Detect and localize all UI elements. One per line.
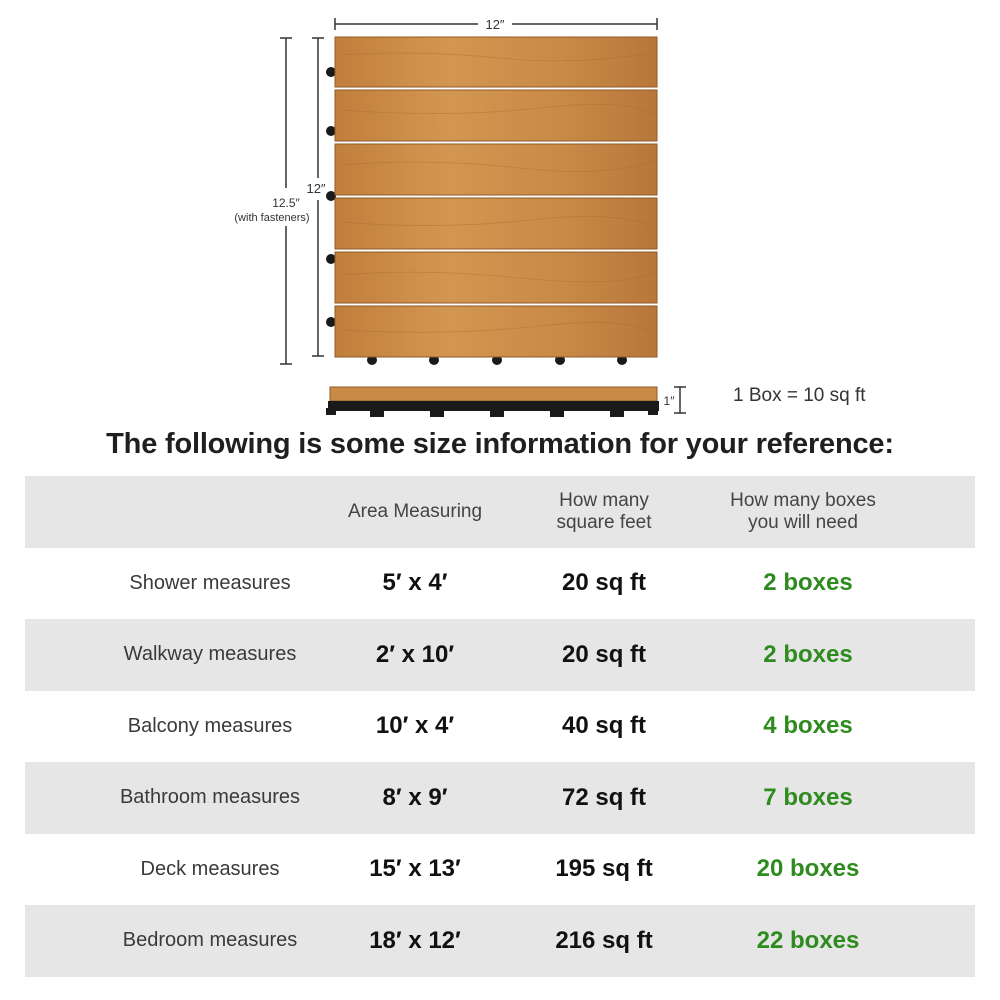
header-boxes-line1: How many boxes (730, 489, 876, 511)
size-table (25, 476, 975, 977)
row-sqft: 40 sq ft (561, 712, 647, 740)
table-row (25, 762, 975, 834)
thickness-dimension (664, 387, 686, 413)
row-sqft: 195 sq ft (555, 855, 653, 883)
thickness-label: 1″ (663, 394, 675, 408)
tile-diagram (0, 0, 1000, 425)
height-dimension (306, 38, 325, 356)
header-area: Area Measuring (347, 500, 483, 522)
table-row (25, 834, 975, 906)
row-area: 5′ x 4′ (382, 569, 448, 597)
row-boxes: 22 boxes (756, 926, 860, 954)
row-boxes: 2 boxes (763, 569, 853, 597)
row-sqft: 20 sq ft (561, 640, 647, 668)
row-boxes: 7 boxes (763, 783, 853, 811)
row-boxes: 2 boxes (763, 640, 853, 668)
height-with-fasteners-dimension (234, 38, 309, 364)
row-sqft: 72 sq ft (561, 783, 647, 811)
height-with-fasteners-label: 12.5″ (272, 196, 300, 210)
header-square-feet-line2: square feet (556, 511, 652, 533)
row-area: 8′ x 9′ (382, 783, 448, 811)
row-sqft: 20 sq ft (561, 569, 647, 597)
row-location: Walkway measures (123, 643, 297, 666)
row-area: 2′ x 10′ (375, 640, 455, 668)
tile-side-profile (326, 387, 659, 417)
row-area: 18′ x 12′ (369, 926, 461, 954)
header-boxes (730, 490, 876, 534)
table-header-row (25, 476, 975, 548)
fasteners-note: (with fasteners) (234, 212, 310, 224)
top-width-label: 12″ (485, 17, 505, 32)
row-location: Deck measures (140, 857, 280, 880)
top-width-dimension (335, 17, 657, 32)
row-boxes: 4 boxes (763, 712, 853, 740)
row-location: Shower measures (129, 571, 291, 594)
row-area: 10′ x 4′ (375, 712, 455, 740)
row-location: Bedroom measures (122, 929, 298, 952)
header-square-feet (556, 490, 651, 534)
table-row (25, 691, 975, 763)
row-sqft: 216 sq ft (555, 926, 653, 954)
table-row (25, 619, 975, 691)
page-heading: The following is some size information for your reference: (106, 428, 894, 460)
height-label: 12″ (306, 181, 326, 196)
row-boxes: 20 boxes (756, 855, 860, 883)
header-square-feet-line1: How many (559, 489, 649, 511)
table-row (25, 548, 975, 620)
row-location: Bathroom measures (119, 786, 301, 809)
wood-tile-top-view (335, 37, 657, 357)
header-boxes-line2: you will need (748, 511, 858, 533)
row-location: Balcony measures (127, 714, 293, 737)
table-row (25, 905, 975, 977)
row-area: 15′ x 13′ (369, 855, 461, 883)
box-coverage-note: 1 Box = 10 sq ft (733, 385, 866, 406)
